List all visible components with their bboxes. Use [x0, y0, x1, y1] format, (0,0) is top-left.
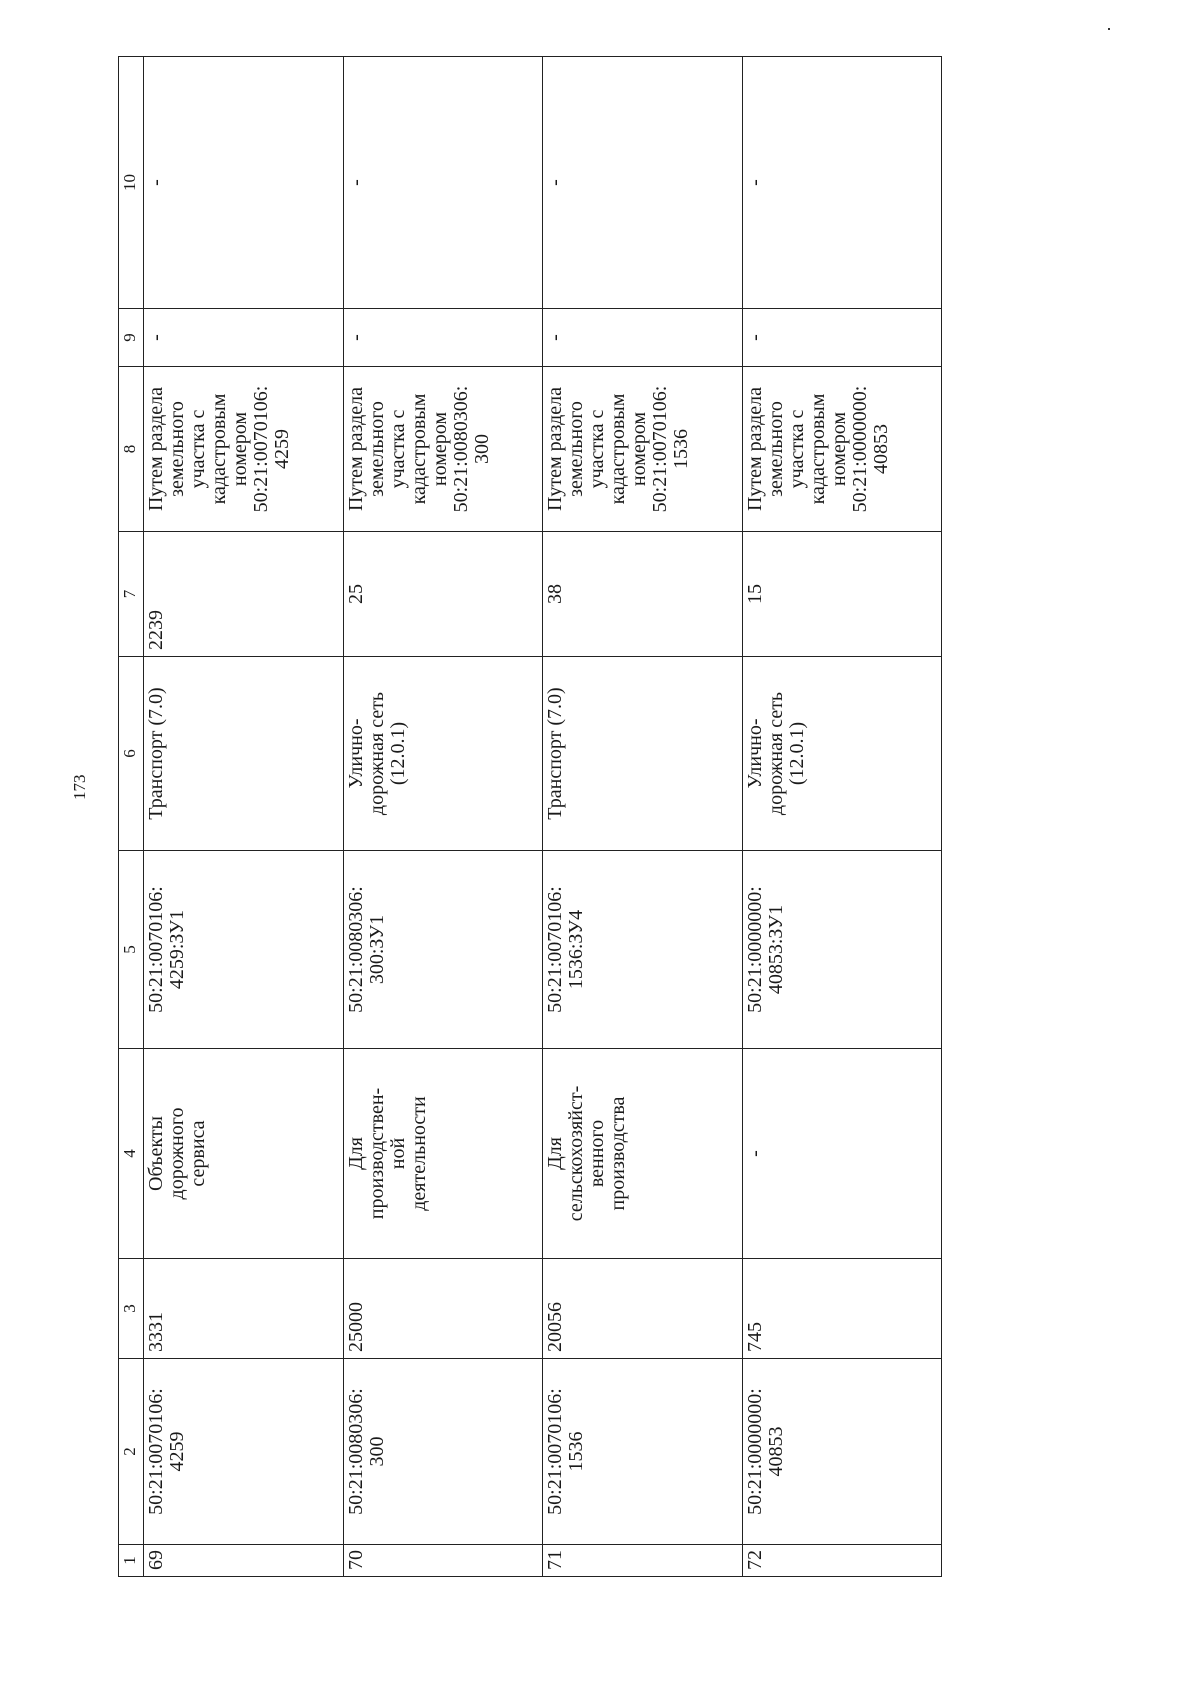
new-plot-number-cell: 50:21:0080306: 300:ЗУ1 — [343, 851, 543, 1049]
header-col-9: 9 — [119, 309, 144, 367]
col-9-cell: - — [144, 309, 344, 367]
formation-method-cell: Путем раздела земельного участка с кадастровым номером 50:21:0070106: 4259 — [144, 367, 344, 532]
new-plot-number-cell: 50:21:0070106: 4259:ЗУ1 — [144, 851, 344, 1049]
new-plot-area-cell: 15 — [742, 532, 942, 657]
col-10-cell: - — [144, 57, 344, 309]
scan-mark — [1108, 28, 1110, 30]
table-row — [144, 57, 344, 1577]
new-plot-use-cell: Транспорт (7.0) — [543, 657, 743, 851]
header-col-8: 8 — [119, 367, 144, 532]
header-col-2: 2 — [119, 1359, 144, 1545]
area-cell: 745 — [742, 1259, 942, 1359]
table-row — [343, 57, 543, 1577]
new-plot-area-cell: 25 — [343, 532, 543, 657]
cadastral-number-cell: 50:21:0080306: 300 — [343, 1359, 543, 1545]
header-col-7: 7 — [119, 532, 144, 657]
col-9-cell: - — [543, 309, 743, 367]
new-plot-area-cell: 2239 — [144, 532, 344, 657]
col-10-cell: - — [742, 57, 942, 309]
new-plot-number-cell: 50:21:0070106: 1536:ЗУ4 — [543, 851, 743, 1049]
new-plot-use-cell: Улично- дорожная сеть (12.0.1) — [742, 657, 942, 851]
header-col-4: 4 — [119, 1049, 144, 1259]
formation-method-cell: Путем раздела земельного участка с кадастровым номером 50:21:0000000: 40853 — [742, 367, 942, 532]
area-cell: 25000 — [343, 1259, 543, 1359]
row-number-cell: 70 — [343, 1545, 543, 1577]
header-col-10: 10 — [119, 57, 144, 309]
new-plot-use-cell: Транспорт (7.0) — [144, 657, 344, 851]
col-10-cell: - — [543, 57, 743, 309]
new-plot-number-cell: 50:21:0000000: 40853:ЗУ1 — [742, 851, 942, 1049]
area-cell: 20056 — [543, 1259, 743, 1359]
formation-method-cell: Путем раздела земельного участка с кадастровым номером 50:21:0070106: 1536 — [543, 367, 743, 532]
area-cell: 3331 — [144, 1259, 344, 1359]
permitted-use-cell: Для производствен- ной деятельности — [343, 1049, 543, 1259]
table-row — [742, 57, 942, 1577]
page-number: 173 — [70, 774, 89, 800]
col-9-cell: - — [742, 309, 942, 367]
header-col-6: 6 — [119, 657, 144, 851]
land-plots-table — [118, 56, 942, 1577]
row-number-cell: 72 — [742, 1545, 942, 1577]
permitted-use-cell: - — [742, 1049, 942, 1259]
table-row — [543, 57, 743, 1577]
cadastral-number-cell: 50:21:0070106: 1536 — [543, 1359, 743, 1545]
formation-method-cell: Путем раздела земельного участка с кадастровым номером 50:21:0080306: 300 — [343, 367, 543, 532]
header-row — [119, 57, 144, 1577]
row-number-cell: 69 — [144, 1545, 344, 1577]
header-col-5: 5 — [119, 851, 144, 1049]
header-col-3: 3 — [119, 1259, 144, 1359]
col-10-cell: - — [343, 57, 543, 309]
header-col-1: 1 — [119, 1545, 144, 1577]
permitted-use-cell: Для сельскохозяйст- венного производства — [543, 1049, 743, 1259]
new-plot-area-cell: 38 — [543, 532, 743, 657]
row-number-cell: 71 — [543, 1545, 743, 1577]
rotated-table-wrapper — [118, 57, 942, 1577]
cadastral-number-cell: 50:21:0070106: 4259 — [144, 1359, 344, 1545]
new-plot-use-cell: Улично- дорожная сеть (12.0.1) — [343, 657, 543, 851]
permitted-use-cell: Объекты дорожного сервиса — [144, 1049, 344, 1259]
cadastral-number-cell: 50:21:0000000: 40853 — [742, 1359, 942, 1545]
col-9-cell: - — [343, 309, 543, 367]
